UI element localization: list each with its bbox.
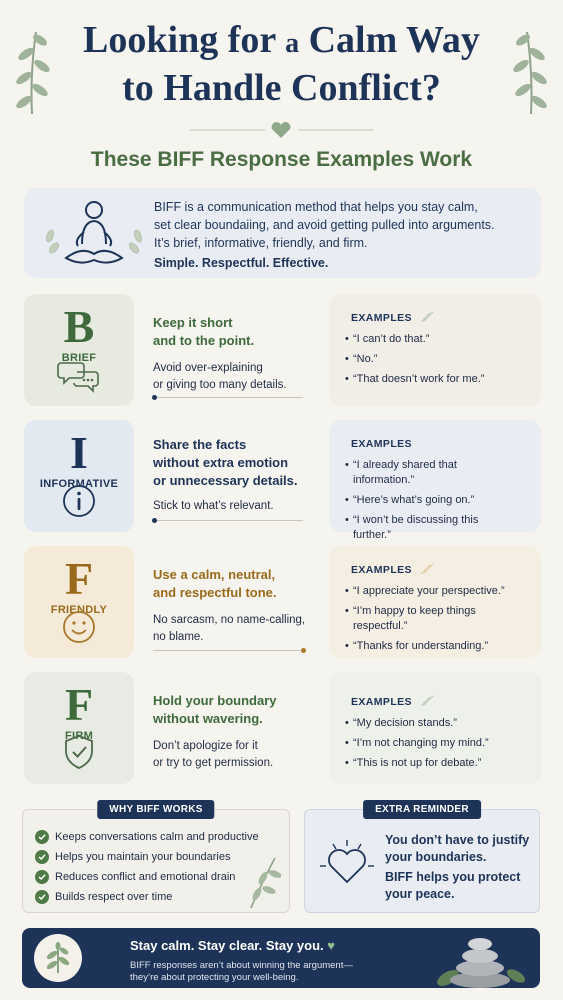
heart-divider-icon [0,120,563,140]
reminder-text: You don’t have to justify [385,833,530,847]
letter-card-brief [24,294,134,406]
examples-card [329,672,541,784]
extra-reminder-card [304,804,540,913]
letter-card-firm [24,672,134,784]
examples-label: EXAMPLES [351,438,412,450]
example-item: • “I appreciate your perspective.” [345,584,525,599]
example-item: • “Here’s what’s going on.” [345,493,525,508]
sprig-icon [420,695,434,707]
benefit-item: Builds respect over time [35,890,259,904]
plant-badge [34,934,82,982]
benefit-item: Reduces conflict and emotional drain [35,870,259,884]
leaf-branch-icon [245,854,281,910]
letter: I [70,427,88,478]
row-description: Use a calm, neutral, and respectful tone. No sarcasm, no name-calling, no blame. [153,566,323,646]
sprig-icon [420,311,434,323]
letter-card-friendly [24,546,134,658]
example-item: • “I won’t be discussing this further.” [345,513,495,543]
intro-tagline: Simple. Respectful. Effective. [154,256,329,270]
examples-card [329,420,541,541]
letter-word: FIRM [64,730,94,742]
reminder-text: BIFF helps you protect [385,870,521,884]
why-biff-works-card [22,804,290,913]
examples-label: EXAMPLES [351,696,412,708]
example-item: • “No.” [345,352,525,367]
row-description: Hold your boundary without wavering. Don’t apologize for it or try to get permission. [153,693,277,769]
chat-bubbles-icon [57,357,101,393]
check-icon [35,870,49,884]
letter: B [63,301,95,352]
subtitle: These BIFF Response Examples Work [90,148,473,171]
plant-icon [43,941,73,975]
letter-card-informative [24,420,134,532]
benefit-item: Keeps conversations calm and productive [35,830,259,844]
examples-card [329,294,541,406]
examples-label: EXAMPLES [351,312,412,324]
example-item: • “I’m not changing my mind.” [345,736,525,751]
footer-banner [22,928,540,988]
reminder-text: your boundaries. [385,850,487,864]
letter-word: FRIENDLY [50,604,108,616]
biff-row-informative [24,420,541,541]
footer-headline: Stay calm. Stay clear. Stay you. ♥ [130,938,336,953]
intro-card [24,188,541,278]
check-icon [35,890,49,904]
letter-word: BRIEF [61,352,97,364]
section-label: WHY BIFF WORKS [97,800,214,819]
divider-line [153,397,303,398]
biff-row-firm [24,672,541,784]
heart-icon [319,838,375,888]
sprig-icon [420,563,434,575]
meditation-icon [42,196,146,272]
example-item: • “I can’t do that.” [345,332,525,347]
reminder-text: your peace. [385,887,455,901]
intro-text: set clear boundaiing, and avoid getting pulled into arguments. [154,218,495,232]
page-title: Looking for a Calm Way to Handle Conflict? [83,19,480,109]
example-item: • “Thanks for understanding.” [345,639,525,654]
examples-card [329,546,541,658]
example-item: • “I already shared that information.” [345,458,475,488]
biff-row-friendly [24,546,541,658]
letter: F [64,679,94,730]
shield-check-icon [61,733,97,771]
heart-icon: ♥ [327,938,336,953]
row-description: Keep it short and to the point. Avoid over-explaining or giving too many details. [153,314,323,394]
divider-line [153,520,303,521]
check-icon [35,850,49,864]
section-label: EXTRA REMINDER [363,800,481,819]
info-icon [61,483,97,519]
smiley-icon [61,609,97,645]
divider-line [153,650,303,651]
example-item: • “This is not up for debate.” [345,756,525,771]
footer-subtext: BIFF responses aren’t about winning the argument— they’re about protecting your well-being. [130,960,353,983]
row-description: Share the facts without extra emotion or unnecessary details. Stick to what’s relevant. [153,436,323,515]
letter: F [64,553,94,604]
letter-word: INFORMATIVE [39,478,119,490]
examples-label: EXAMPLES [351,564,412,576]
example-item: • “That doesn’t work for me.” [345,372,525,387]
example-item: • “My decision stands.” [345,716,525,731]
check-icon [35,830,49,844]
biff-row-brief [24,294,541,406]
intro-text: BIFF is a communication method that helps you stay calm, [154,200,478,214]
benefit-item: Helps you maintain your boundaries [35,850,259,864]
intro-text: It’s brief, informative, friendly, and firm. [154,236,368,250]
stacked-stones-icon [430,924,526,988]
example-item: • “I’m happy to keep things respectful.” [345,604,495,634]
